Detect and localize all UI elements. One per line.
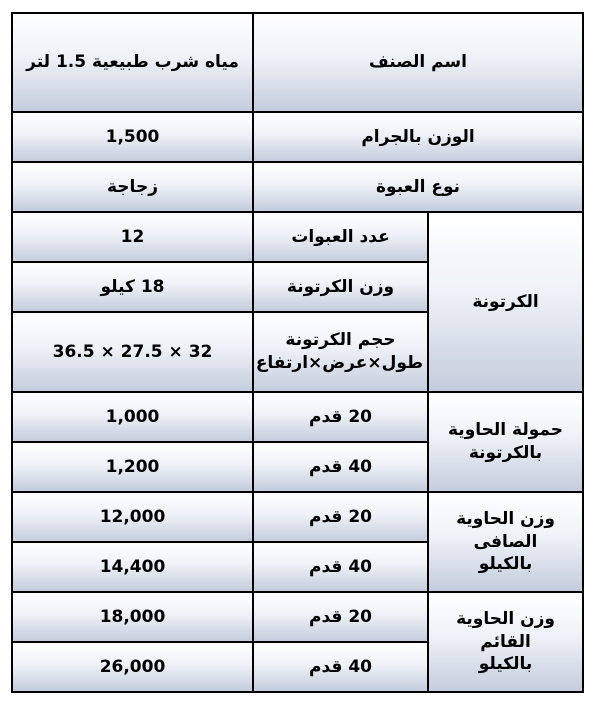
package-type-label: نوع العبوة: [253, 162, 583, 212]
container-load-20ft-value: 1,000: [12, 392, 253, 442]
container-gross-40ft-value: 26,000: [12, 642, 253, 692]
container-load-40ft-value: 1,200: [12, 442, 253, 492]
container-load-label: [428, 392, 583, 492]
carton-size-label-line2: طول×عرض×ارتفاع: [255, 353, 424, 373]
container-gross-20ft-value: 18,000: [12, 592, 253, 642]
table-row: [12, 492, 583, 542]
container-net-20ft-value: 12,000: [12, 492, 253, 542]
container-net-label-line2: بالكيلو: [478, 554, 533, 575]
container-gross-40ft-label: 40 قدم: [253, 642, 428, 692]
carton-weight-label: وزن الكرتونة: [253, 262, 428, 312]
table-row: [12, 212, 583, 262]
container-load-label-line1: حمولة الحاوية: [448, 420, 564, 441]
container-net-40ft-label: 40 قدم: [253, 542, 428, 592]
container-gross-label-line2: بالكيلو: [478, 654, 533, 675]
weight-grams-label: الوزن بالجرام: [253, 112, 583, 162]
carton-weight-value: 18 كيلو: [12, 262, 253, 312]
carton-count-value: 12: [12, 212, 253, 262]
container-gross-label: [428, 592, 583, 692]
container-load-40ft-label: 40 قدم: [253, 442, 428, 492]
carton-count-label: عدد العبوات: [253, 212, 428, 262]
carton-size-label: [253, 312, 428, 392]
table-row: [12, 112, 583, 162]
product-spec-table: [11, 12, 584, 693]
container-net-label: [428, 492, 583, 592]
container-gross-20ft-label: 20 قدم: [253, 592, 428, 642]
carton-group-label: الكرتونة: [428, 212, 583, 392]
table-row: [12, 592, 583, 642]
container-load-label-line2: بالكرتونة: [468, 443, 543, 463]
container-load-20ft-label: 20 قدم: [253, 392, 428, 442]
container-gross-label-line1: وزن الحاوية القائم: [456, 608, 555, 652]
container-net-40ft-value: 14,400: [12, 542, 253, 592]
item-name-value: مياه شرب طبيعية 1.5 لتر: [12, 13, 253, 112]
container-net-label-line1: وزن الحاوية الصافى: [456, 508, 555, 552]
table-row: [12, 392, 583, 442]
package-type-value: زجاجة: [12, 162, 253, 212]
weight-grams-value: 1,500: [12, 112, 253, 162]
carton-size-label-line1: حجم الكرتونة: [285, 330, 396, 351]
container-net-20ft-label: 20 قدم: [253, 492, 428, 542]
item-name-label: اسم الصنف: [253, 13, 583, 112]
table-row: [12, 162, 583, 212]
carton-size-value: 36.5 × 27.5 × 32: [12, 312, 253, 392]
table-row: [12, 13, 583, 112]
